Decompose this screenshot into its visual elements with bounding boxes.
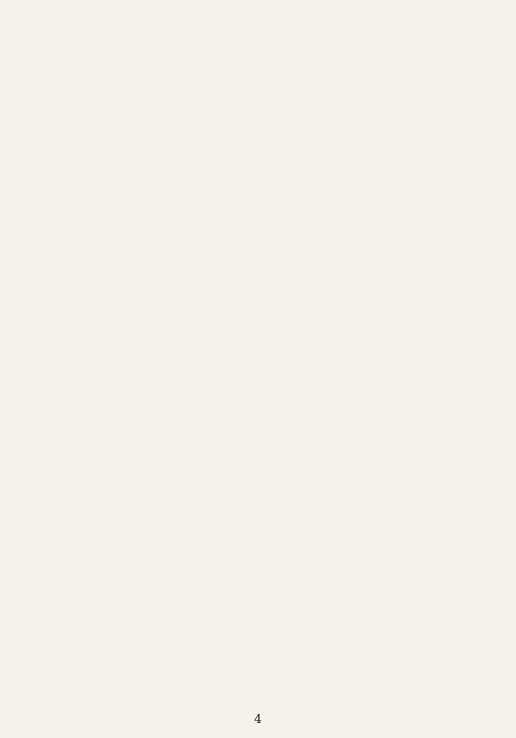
- page-number: 4: [254, 712, 262, 726]
- vertical-text-body: [40, 18, 486, 688]
